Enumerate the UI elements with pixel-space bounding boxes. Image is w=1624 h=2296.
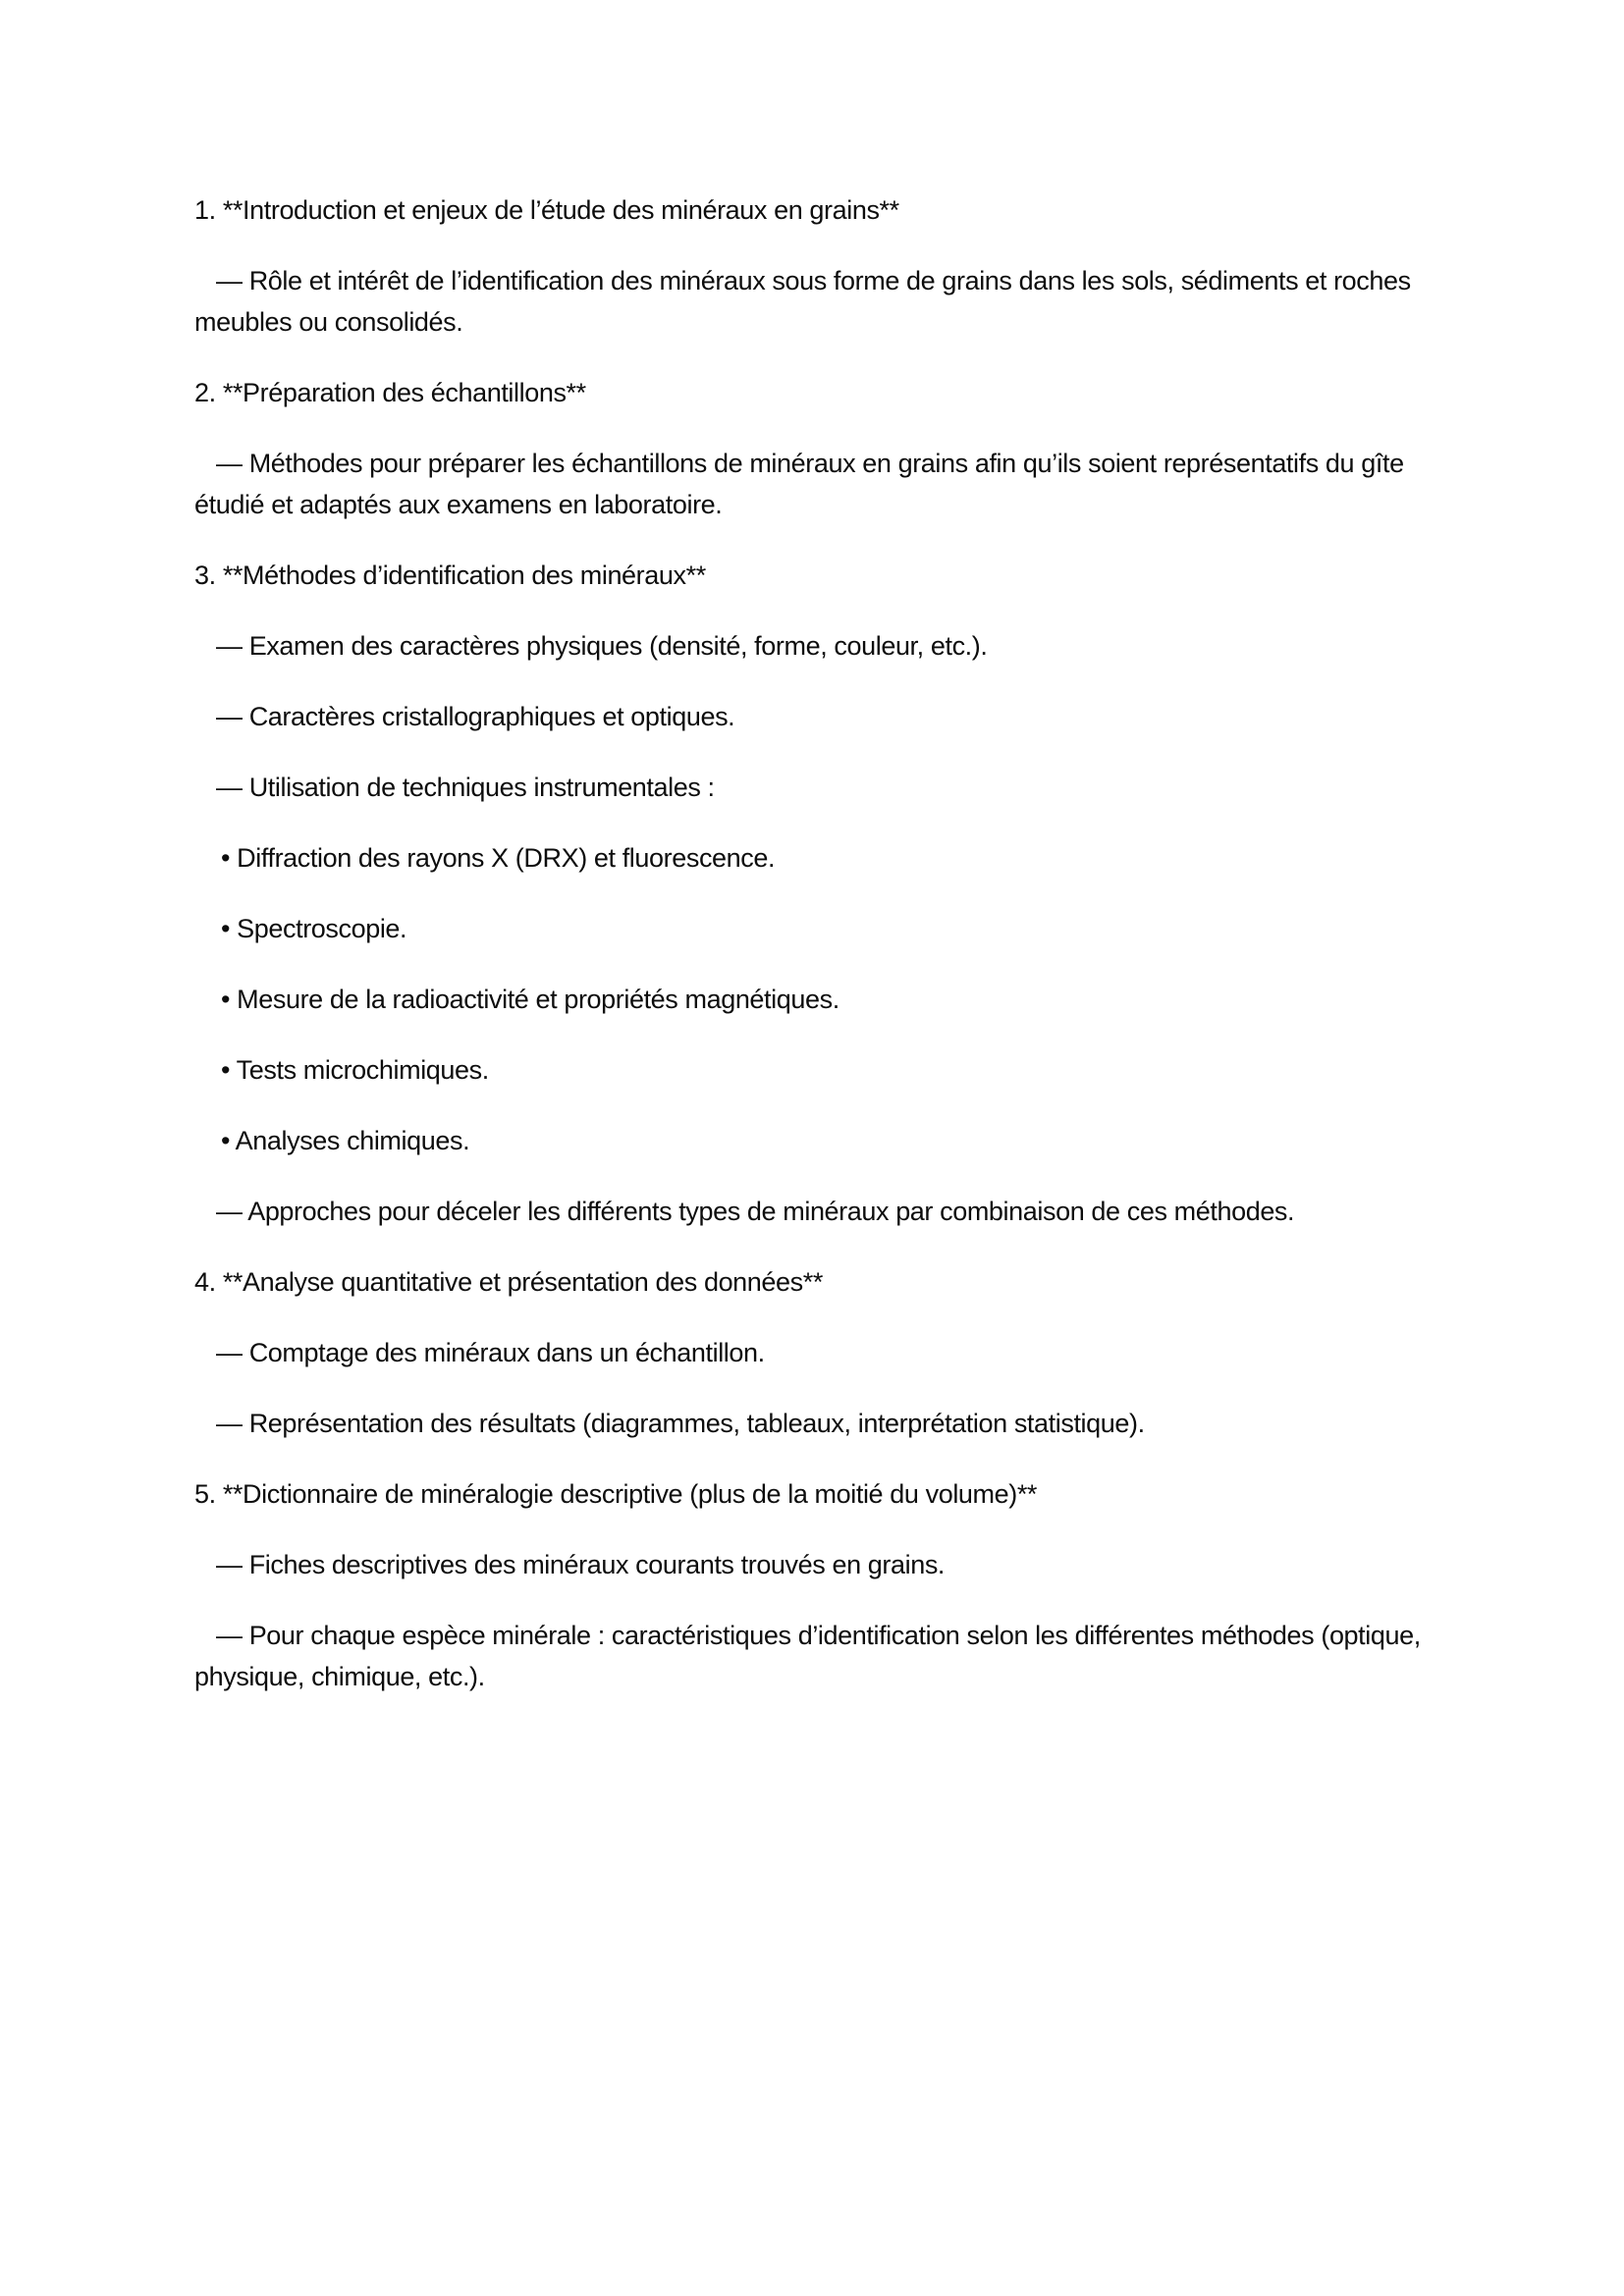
outline-paragraph: — Comptage des minéraux dans un échantillon. <box>216 1338 765 1367</box>
outline-paragraph: • Analyses chimiques. <box>221 1126 470 1155</box>
outline-paragraph: — Approches pour déceler les différents types de minéraux par combinaison de ces méthodes. <box>216 1197 1295 1226</box>
outline-paragraph: 5. **Dictionnaire de minéralogie descriptive (plus de la moitié du volume)** <box>194 1479 1038 1509</box>
outline-paragraph: — Utilisation de techniques instrumentales : <box>216 773 715 802</box>
outline-paragraph: 1. **Introduction et enjeux de l’étude des minéraux en grains** <box>194 195 899 225</box>
outline-paragraph: • Spectroscopie. <box>221 914 407 943</box>
outline-paragraph: — Rôle et intérêt de l’identification des minéraux sous forme de grains dans les sols, sédiments et roches meubles ou consolidés. <box>194 266 1411 337</box>
outline-paragraph: — Représentation des résultats (diagrammes, tableaux, interprétation statistique). <box>216 1409 1145 1438</box>
outline-paragraph: 3. **Méthodes d’identification des minéraux** <box>194 561 706 590</box>
outline-paragraph: 4. **Analyse quantitative et présentation des données** <box>194 1267 823 1297</box>
outline-paragraph: — Caractères cristallographiques et optiques. <box>216 702 735 731</box>
outline-paragraph: — Fiches descriptives des minéraux courants trouvés en grains. <box>216 1550 946 1579</box>
outline-paragraph: — Pour chaque espèce minérale : caractéristiques d’identification selon les différentes méthodes (optique, physique, chimique, etc.). <box>194 1621 1421 1691</box>
outline-paragraph: — Méthodes pour préparer les échantillons de minéraux en grains afin qu’ils soient représentatifs du gîte étudié et adaptés aux examens en laboratoire. <box>194 449 1404 519</box>
outline-paragraph: — Examen des caractères physiques (densité, forme, couleur, etc.). <box>216 631 988 661</box>
outline-paragraph: 2. **Préparation des échantillons** <box>194 378 586 407</box>
outline-paragraph: • Tests microchimiques. <box>221 1055 489 1085</box>
outline-paragraph: • Mesure de la radioactivité et propriétés magnétiques. <box>221 985 839 1014</box>
outline-paragraph: • Diffraction des rayons X (DRX) et fluorescence. <box>221 843 776 873</box>
document-body <box>194 189 1428 1697</box>
